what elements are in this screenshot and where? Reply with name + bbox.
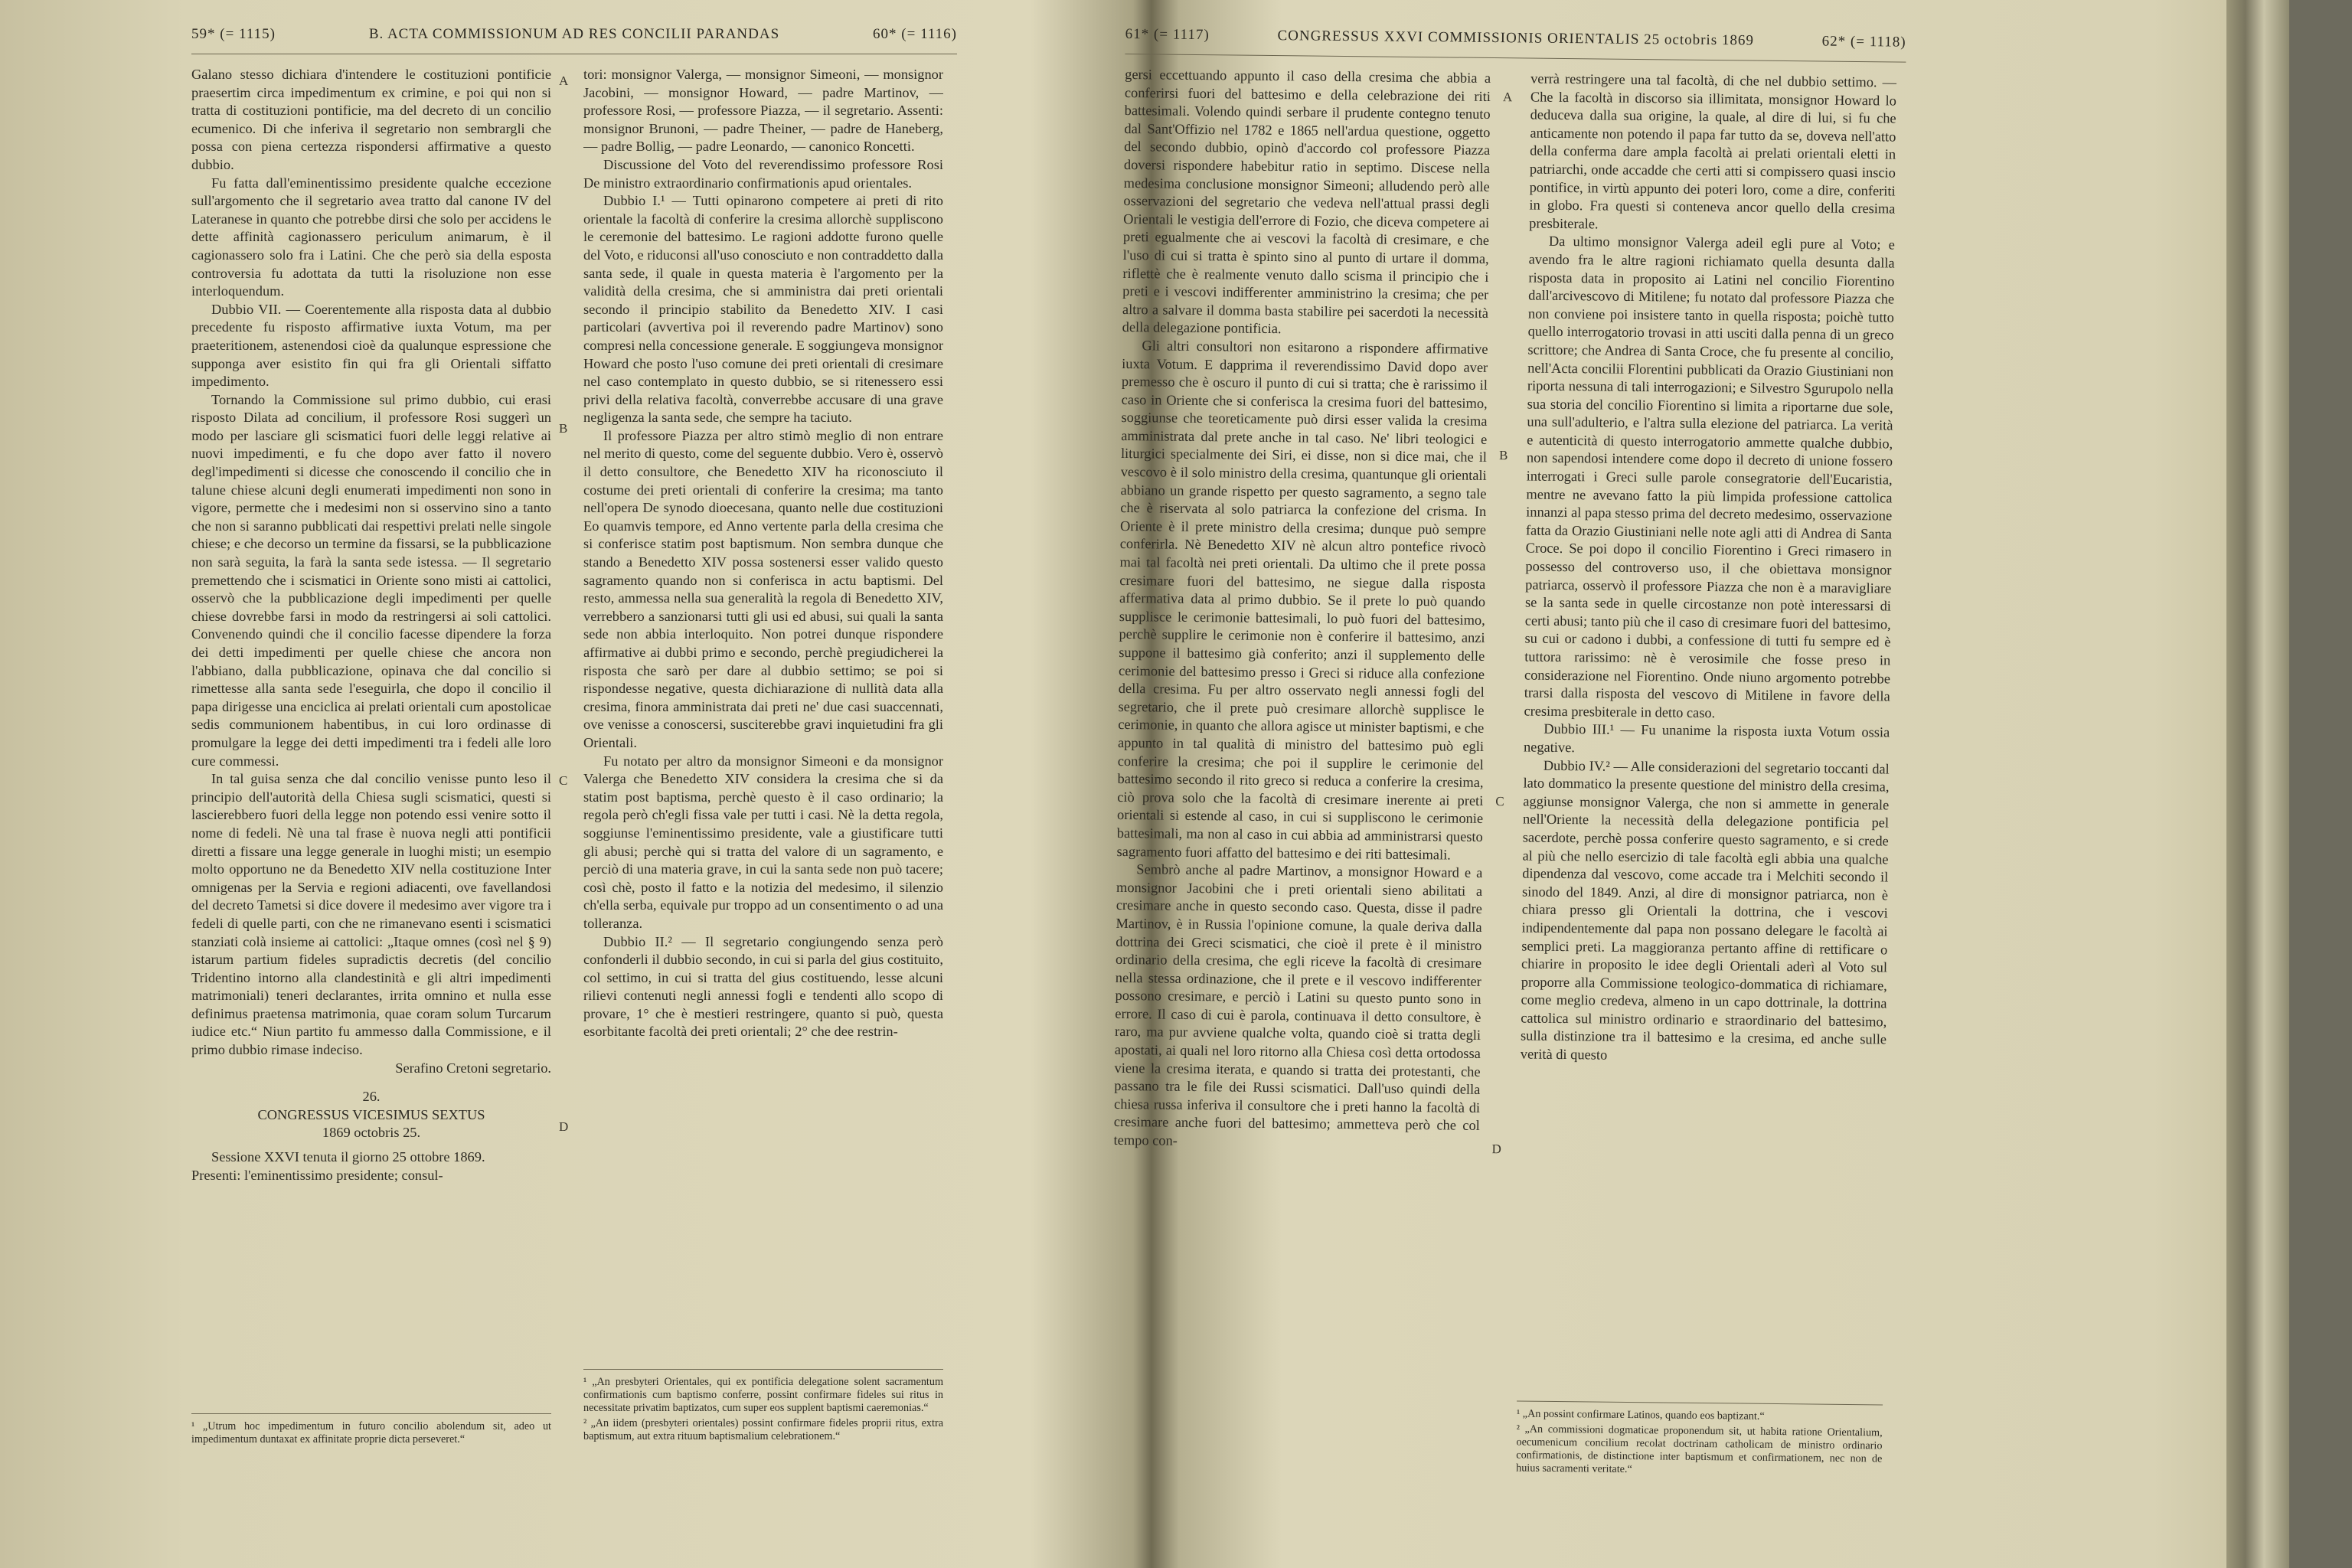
margin-marker-b: B xyxy=(559,421,568,436)
footnotes-left xyxy=(191,1413,551,1449)
right-column-2 xyxy=(1517,70,1896,1391)
paragraph: Dubbio II.² — Il segretario congiungendo senza però confonderli il dubbio secondo, in cui si parla del gius costituito, col settimo, in cui si tratta del gius costituendo, lesse alcuni rilievi contenuti negli annessi fogli e tendenti allo scopo di provare, 1° che è mestieri restringere, quanto si può, questa esorbitante facoltà dei preti orientali; 2° che dee restrin- xyxy=(583,933,943,1040)
left-page-number-alt: 60* (= 1116) xyxy=(873,26,957,42)
right-page xyxy=(1109,15,1906,1563)
footnotes-right xyxy=(1516,1400,1883,1481)
session-title: CONGRESSUS VICESIMUS SEXTUS xyxy=(257,1106,485,1122)
paragraph: verrà restringere una tal facoltà, di che nel dubbio settimo. — Che la facoltà in discorso sia illimitata, monsignor Howard lo deduceva dalla sua origine, la quale, al dire di lui, si fu che anticamente non potendo il papa far tutto da se, doveva nell'atto della conferma dare ampla facoltà ai prelati orientali eletti in patriarchi, onde accadde che certi atti si compissero quasi inscio pontifice, in virtù appunto dei poteri loro, come a dire, conferiti in globo. Fra questi si conteneva ancor quello della cresima presbiterale. xyxy=(1529,70,1897,232)
paragraph: Presenti: l'eminentissimo presidente; consul- xyxy=(191,1167,443,1183)
right-running-head xyxy=(1125,26,1906,57)
paragraph: Il professore Piazza per altro stimò meglio di non entrare nel merito di questo, come del seguente dubbio. Vero è, osservò il detto consultore, che Benedetto XIV ha riconosciuto il costume dei preti orientali di conferire la cresima; ma tanto nell'opera De synodo dioecesana, quanto nelle due costituzioni Eo quamvis tempore, ed Anno vertente parla della cresima che si conferisce statim post baptismum. Non sembra dunque che stando a Benedetto XIV possa sostenersi esser valido questo sagramento quando non si conferisca in actu baptismi. Del resto, ammessa nella sua generalità la regola di Benedetto XIV, verrebbero a sanzionarsi tutti gli usi ed abusi, sui quali la santa sede non abbia interloquito. Non potrei dunque rispondere affirmative ai dubbi primo e secondo, perchè pregiudicherei la risposta che sarò per dare al dubbio settimo; se poi si rispondesse negative, questa dichiarazione di nullità data alla cresima, finora amministrata dai preti ne' due casi suaccennati, ove venisse a conoscersi, susciterebbe gravi inquietudini fra gli Orientali. xyxy=(583,427,943,750)
paragraph: gersi eccettuando appunto il caso della cresima che abbia a conferirsi fuori del battesimo e della celebrazione dei riti battesimali. Volendo quindi serbare il prudente contegno tenuto dal Sant'Offizio nel 1782 e 1865 nell'ardua questione, oggetto del secondo dubbio, opinò d'accordo col professore Piazza doversi rispondere habebitur ratio in septimo. Discese nella medesima conclusione monsignor Simeoni; alludendo però alle osservazioni del segretario che vedeva nell'attual prassi degli Orientali le vestigia dell'errore di Fozio, che diceva competere ai preti egualmente che ai vescovi la facoltà di cresimare, e che l'uso di cui si tratta è spinto sino al punto di urtare il domma, riflettè che è realmente venuto dallo scisma il principio che i preti e i vescovi indifferenter amministrino la cresima; che per altro a salvare il domma basta stabilire pei sacerdoti la necessità della delegazione pontificia. xyxy=(1122,66,1491,337)
left-column-2 xyxy=(583,66,943,1360)
paragraph: Sessione XXVI tenuta il giorno 25 ottobre 1869. xyxy=(211,1149,485,1165)
footnote: ¹ „An possint confirmare Latinos, quando eos baptizant.“ xyxy=(1516,1407,1765,1423)
margin-marker-c: C xyxy=(1495,794,1504,809)
paragraph: tori: monsignor Valerga, — monsignor Simeoni, — monsignor Jacobini, — monsignor Howard, — padre Martinov, — professore Rosi, — professore Piazza, — il segretario. Assenti: monsignor Brunoni, — padre Theiner, — padre de Haneberg, — padre Bollig, — padre Leonardo, — canonico Roncetti. xyxy=(583,67,943,155)
footnote: ² „An iidem (presbyteri orientales) possint confirmare fideles proprii ritus, extra baptismum, aut extra rituum baptismalium celebrationem.“ xyxy=(583,1417,943,1442)
session-date: 1869 octobris 25. xyxy=(322,1125,421,1141)
right-page-number-alt: 62* (= 1118) xyxy=(1821,33,1906,51)
paragraph: Dubbio VII. — Coerentemente alla risposta data al dubbio precedente fu risposto affirmative iuxta Votum, ma per praeteritionem, astenendosi cioè da qualunque espressione che supponga aver esistito fin qui fra gli Orientali siffatto impedimento. xyxy=(191,301,551,390)
signature: Serafino Cretoni segretario. xyxy=(395,1060,551,1076)
session-number: 26. xyxy=(362,1089,381,1105)
footnote: ² „An commissioni dogmaticae proponendum sit, ut habita ratione Orientalium, oecumenicum concilium recolat doctrinam catholicam de ministro ordinario confirmationis, de distinctione inter baptismum et confirmationem, nec non de huius sacramenti veritate.“ xyxy=(1516,1423,1883,1476)
left-page-number: 59* (= 1115) xyxy=(191,26,276,42)
paragraph: Dubbio III.¹ — Fu unanime la risposta iuxta Votum ossia negative. xyxy=(1523,721,1890,756)
margin-marker-b: B xyxy=(1498,448,1508,463)
margin-marker-d: D xyxy=(1491,1142,1501,1157)
paragraph: Da ultimo monsignor Valerga adeil egli pure al Voto; e avendo fra le altre ragioni richiamato quella desunta dalla risposta data in proposito ai Latini nel concilio Fiorentino dall'arcivescovo di Mitilene; fu notato dal professore Piazza che non conviene poi insistere tanto in quella risposta; poichè tutto quello interrogatorio trovasi in atti usciti dalla penna di un greco scrittore; che Andrea di Santa Croce, che fu presente al concilio, nell'Acta concilii Florentini pubblicati da Orazio Giustiniani non riporta nessuna di tali interrogazioni; e Silvestro Sgurupolo nella sua storia del concilio Fiorentino si limita a riportarne due sole, una sull'adulterio, e l'altra sulla elezione del patriarca. La verità e autenticità di questo interrogatorio ammette qualche dubbio, non sapendosi intendere come dopo il decreto di unione fossero interrogati i Greci sulle parole consegratorie dell'Eucaristia, mentre ne avevano fatto la più limpida professione cattolica innanzi al papa stesso prima del decreto medesimo, osservazione fatta da Orazio Giustiniani nelle note agli atti di Andrea di Santa Croce. Se poi dopo il concilio Fiorentino i Greci rimasero in possesso del controverso uso, il che obiettava monsignor patriarca, osservò il professore Piazza che non è a maravigliare se la santa sede in quelle circostanze non potè interessarsi di certi abusi; tanto più che il caso di cresimare fuori del battesimo, su cui or cadono i dubbi, a confessione di tutti fu sempre ed è tuttora rarissimo: nè è verosimile che fosse preso in considerazione nel Fiorentino. Onde niuno argomento potrebbe trarsi dalla risposta del vescovo di Mitilene in favore della cresima presbiterale in detto caso. xyxy=(1524,234,1896,720)
paragraph: Sembrò anche al padre Martinov, a monsignor Howard e a monsignor Jacobini che i preti orientali sieno abilitati a cresimare anche in questo secondo caso. Questa, disse il padre Martinov, è in Russia l'opinione comune, la quale deriva dalla dottrina dei Greci scismatici, che cioè il prete è il ministro ordinario della cresima, che egli riceve la facoltà di cresimare nella stessa ordinazione, che il prete e il vescovo indifferenter possono cresimare, e perciò i Latini su questo punto sono in errore. Il caso di cui è parola, continuava il detto consultore, è raro, ma pur avviene qualche volta, quando cioè si tratta degli apostati, ai quali nel loro ritorno alla Chiesa così detta ortodossa viene la cresima iterata, e quando si tratta dei protestanti, che passano tra le file dei Russi scismatici. Dall'uso quindi della chiesa russa inferiva il consultore che i preti hanno la facoltà di cresimare anche fuori del battesimo; ammetteva però che col tempo con- xyxy=(1113,861,1483,1148)
margin-marker-d: D xyxy=(559,1119,569,1134)
left-header-title: B. ACTA COMMISSIONUM AD RES CONCILII PARANDAS xyxy=(368,26,780,42)
paragraph: Tornando la Commissione sul primo dubbio, cui erasi risposto Dilata ad concilium, il professore Rosi suggerì un modo per lasciare gli scismatici fuori delle leggi relative ai nuovi impedimenti, e fu che dopo aver fatto il novero degl'impedimenti si dicesse che conoscendo il concilio che in talune chiese alcuni degli enumerati impedimenti non sono in vigore, permette che i medesimi non si osservino sino a tanto che non si saranno pubblicati dai respettivi prelati nelle singole chiese; e che decorso un termine da fissarsi, se la pubblicazione non sarà seguita, la farà la santa sede istessa. — Il segretario premettendo che i scismatici in Oriente sono misti ai cattolici, osservò che la pubblicazione degli impedimenti per quelle chiese dovrebbe farsi in modo da restringersi ai soli cattolici. Convenendo quindi che il concilio facesse dipendere la forza dei detti impedimenti per quelle chiese che ancora non l'abbiano, dalla pubblicazione, opinava che dal concilio si rimettesse alla santa sede l'eseguirla, che dopo il concilio il papa dirigesse una enciclica ai prelati orientali cum apostolicae sedis communionem habentibus, in cui loro ordinasse di promulgare la legge dei detti impedimenti tra i fedeli alle loro cure commessi. xyxy=(191,391,551,769)
paragraph: Dubbio IV.² — Alle considerazioni del segretario toccanti dal lato dommatico la presente questione del ministro della cresima, aggiunse monsignor Valerga, che non si ammette in generale nell'Oriente la necessità della delegazione pontificia pel sacerdote, perchè possa conferire questo sagramento, e si crede al più che nello esercizio di tale facoltà egli abbia una qualche dipendenza dal vescovo, come accade tra i Melchiti secondo il sinodo del 1849. Anzi, al dire di monsignor patriarca, non è chiara presso gli Orientali la dottrina, che i vescovi indipendentemente dal papa non possano delegare le facoltà ai semplici preti. La maggioranza pertanto affine di rettificare o chiarire in proposito le idee degli Orientali aderì al Voto sul proporre alla Commissione teologico-dommatica di richiamare, come meglio credeva, almeno in un capo dottrinale, la dottrina cattolica sul ministro ordinario e straordinario del battesimo, sulla distinzione tra il battesimo e la cresima, ed anche sulle verità di questo xyxy=(1520,757,1890,1063)
margin-marker-c: C xyxy=(559,773,568,788)
paragraph: In tal guisa senza che dal concilio venisse punto leso il principio dell'autorità della Chiesa sugli scismatici, questi si lascierebbero fuori della legge non potendo essi venire sotto il nome di fedeli. Nè una tal frase è nuova negli atti pontificii diretti a fissare una legge generale in luoghi misti; un esempio molto opportuno ne da Benedetto XIV nella costituzione Inter omnigenas per la Servia e regioni adiacenti, ove favellandosi del decreto Tametsi si dice dovere il medesimo aver vigore tra i fedeli di quelle parti, con che ne rimanevano esenti i scismatici stanziati colà insieme ai cattolici: „Itaque omnes (così nel § 9) istarum partium fideles supradictis decretis (del concilio Tridentino intorno alla clandestinità e gli altri impedimenti matrimoniali) teneri declarantes, irrita omnino et nulla esse definimus praetensa matrimonia, quae coram solum Turcarum iudice etc.“ Niun partito fu ammesso dalla Commissione, e il primo dubbio rimase indeciso. xyxy=(191,771,551,1058)
footnote: ¹ „An presbyteri Orientales, qui ex pontificia delegatione solent sacramentum confirmationis cum baptismo conferre, possint confirmare fideles sui ritus in necessitate privatim baptizatos, cum super eos supplent baptismi caeremonias.“ xyxy=(583,1376,943,1414)
right-header-title: CONGRESSUS XXVI COMMISSIONIS ORIENTALIS 25 octobris 1869 xyxy=(1277,28,1755,49)
right-page-number: 61* (= 1117) xyxy=(1125,25,1210,44)
paragraph: Fu notato per altro da monsignor Simeoni e da monsignor Valerga che Benedetto XIV considera la cresima che si da statim post baptisma, perchè questo è il caso ordinario; la regola però ch'egli fissa vale per tutti i casi. Nè la detta regola, soggiunse l'eminentissimo presidente, vale a giustificare tutti gli abusi; perchè qui si tratta del valore di un sagramento, e perciò di una materia grave, in cui la santa sede non può tacere; così chè, posto il fatto e la notizia del medesimo, il silenzio ch'ella serba, equivale pur troppo ad un consentimento o ad una tolleranza. xyxy=(583,753,943,931)
left-page xyxy=(191,15,957,1554)
right-column-1 xyxy=(1110,66,1491,1471)
left-running-head xyxy=(191,26,957,49)
paragraph: Gli altri consultori non esitarono a rispondere affirmative iuxta Votum. E dapprima il reverendissimo David dopo aver premesso che è oscuro il punto di cui si tratta; che è rarissimo il caso in Oriente che si conferisca la cresima fuori del battesimo, soggiunse che teoreticamente può dirsi esser valida la cresima amministrata dal prete anche in tal caso. Ne' libri teologici e liturgici specialmente dei Siri, ei disse, non si dice mai, che il vescovo è il solo ministro della cresima, quantunque gli orientali abbiano un grande rispetto per questo sagramento, a segno tale che è riservata al solo patriarca la confezione del crisma. In Oriente è il prete ministro della cresima; dunque può sempre conferirla. Nè Benedetto XIV nè alcun altro pontefice rivocò mai tal facoltà nei preti orientali. Da ultimo che il prete possa cresimare fuori del battesimo, ne siegue dalla risposta affermativa data al primo dubbio. Se il prete lo può quando supplisce le cerimonie battesimali, lo può fuori del battesimo, perchè supplire le cerimonie non è conferire il battesimo, anzi suppone il battesimo già conferito; anzi il supplemento delle cerimonie del battesimo presso i Greci si riduce alla confezione della cresima. Fu per altro osservato negli annessi fogli del segretario, che il prete può cresimare allorchè supplisce le cerimonie, in quanto che allora agisce ut minister baptismi, e che appunto in tal qualità di ministro del battesimo può egli conferire la cresima; che poi il supplire le cerimonie del battesimo secondo il rito greco si reduca a conferire la cresima, ciò prova solo che la facoltà di cresimare inerente ai preti orientali si estende al caso, in cui si suppliscono le cerimonie battesimali, ma non al caso in cui abbia ad amministrarsi questo sagramento fuori affatto del battesimo e dei riti battesimali. xyxy=(1116,338,1488,863)
margin-marker-a: A xyxy=(1502,90,1513,105)
left-column-1 xyxy=(191,66,551,1383)
paragraph: Dubbio I.¹ — Tutti opinarono competere ai preti di rito orientale la facoltà di conferire la cresima allorchè suppliscono le ceremonie del battesimo. Le ragioni addotte furono quelle del Voto, e riduconsi all'uso conosciuto e non contraddetto dalla santa sede, il quale in questa materia è l'argomento per la validità della cresima, che si amministra dai preti orientali secondo il principio stabilito da Benedetto XIV. I casi particolari (avvertiva poi il reverendo padre Martinov) sono compresi nella concessione generale. E soggiungeva monsignor Howard che posto l'uso comune dei preti orientali di cresimare nel caso contemplato in questo dubbio, se si ritenessero essi privi della relativa facoltà, converrebbe accusare di una grave negligenza la santa sede, che sempre ha taciuto. xyxy=(583,193,943,426)
paragraph: Galano stesso dichiara d'intendere le costituzioni pontificie praesertim circa impedimentum ex crimine, e poi qui non si tratta di costituzioni pontificie, ma del decreto di un concilio ecumenico. Di che inferiva il segretario non sembrargli che possa con piena certezza rispondersi affirmative a questo dubbio. xyxy=(191,67,551,172)
paragraph: Discussione del Voto del reverendissimo professore Rosi De ministro extraordinario confirmationis apud orientales. xyxy=(583,156,943,191)
book-binding-edge xyxy=(2226,0,2289,1568)
footnote: ¹ „Utrum hoc impedimentum in futuro concilio abolendum sit, adeo ut impedimentum duntaxat ex affinitate proprie dicta perseveret.“ xyxy=(191,1420,551,1446)
margin-marker-a: A xyxy=(559,74,569,88)
footnotes-left-col2 xyxy=(583,1369,943,1446)
paragraph: Fu fatta dall'eminentissimo presidente qualche eccezione sull'argomento che il segretario avea tratto dal canone IV del Lateranese in quanto che potrebbe dirsi che solo per accidens le dette affinità cagionassero periculum animarum, è il cagionassero solo fra i Latini. Che che però sia della esposta controversia fu adottata da tutti la risoluzione non esse interloquendum. xyxy=(191,175,551,299)
